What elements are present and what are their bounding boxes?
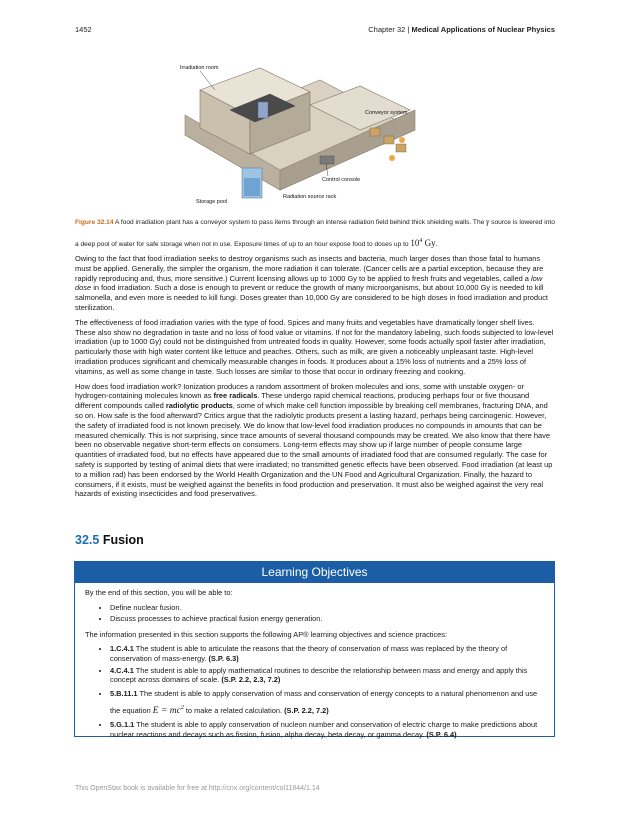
- food-irradiation-plant-illustration: [170, 50, 430, 210]
- control-console: [320, 156, 334, 164]
- ap-intro: The information presented in this section supports the following AP® learning objectives and science practices:: [85, 629, 448, 639]
- worker-2: [389, 155, 395, 161]
- ap-text: The student is able to apply conservation of mass and conservation of energy concepts to a natural phenomenon and use the equation: [110, 688, 538, 715]
- figure-number: Figure 32.14: [75, 219, 114, 226]
- ap-code: 5.B.11.1: [110, 688, 138, 698]
- paragraph-3-a: How does food irradiation work? Ionization produces a random assortment of broken molecules and ions, some with unstable oxygen- or hydrogen-containing molecules known as: [75, 381, 524, 401]
- ap-code: 1.C.4.1: [110, 644, 134, 654]
- chapter-heading: Chapter 32 | Medical Applications of Nuclear Physics: [368, 25, 555, 34]
- worker-1: [399, 137, 405, 143]
- food-irradiation-plant-figure: [170, 50, 430, 210]
- section-title-text: Fusion: [102, 533, 144, 547]
- term-free-radicals: free radicals: [213, 391, 258, 401]
- ap-text: The student is able to apply mathematical routines to describe the relationship between mass and energy and apply this concept across domains of scale.: [110, 665, 528, 685]
- eq-lhs: E: [152, 705, 159, 716]
- conveyor-box-2: [384, 136, 394, 144]
- dose-unit: Gy: [424, 238, 436, 248]
- lo-intro: By the end of this section, you will be able to:: [85, 588, 233, 597]
- list-item: [110, 687, 544, 718]
- chapter-label: Chapter 32: [368, 25, 406, 34]
- label-conveyor-system: Conveyor system: [365, 110, 408, 116]
- section-heading: [75, 533, 144, 547]
- paragraph-3: [75, 382, 555, 500]
- ap-code: 4.C.4.1: [110, 665, 134, 675]
- gamma-symbol: γ: [486, 217, 490, 226]
- dose-exponent: 4: [419, 238, 423, 244]
- lo-list: [85, 603, 544, 624]
- ap-ref: (S.P. 6.3): [208, 653, 239, 663]
- chapter-title: Medical Applications of Nuclear Physics: [411, 25, 555, 34]
- eq-op: =: [160, 705, 168, 716]
- ap-text-after: to make a related calculation.: [185, 705, 283, 715]
- body-text: [75, 254, 555, 504]
- learning-objectives-heading: Learning Objectives: [75, 562, 554, 583]
- label-control-console: Control console: [322, 177, 361, 183]
- radiation-source-rack: [258, 102, 268, 118]
- caption-text-1: A food irradiation plant has a conveyor system to pass items through an intense radiation field behind thick shielding walls. The: [114, 219, 485, 226]
- paragraph-1: [75, 254, 555, 313]
- eq-exp: 2: [180, 704, 184, 711]
- paragraph-3-b: . These undergo rapid chemical reactions, producing perhaps four or five thousand different compounds called: [75, 391, 530, 411]
- term-radiolytic-products: radiolytic products: [165, 401, 233, 411]
- ap-ref: (S.P. 6.4): [426, 729, 457, 739]
- label-storage-pool: Storage pool: [196, 199, 228, 205]
- list-item: • Discuss processes to achieve practical fusion energy generation.: [110, 614, 544, 624]
- list-item: • Define nuclear fusion.: [110, 603, 544, 613]
- page-header: [75, 25, 555, 37]
- ap-code: 5.G.1.1: [110, 719, 135, 729]
- figure-caption: [75, 212, 555, 254]
- caption-text-2: source is lowered into a deep pool of water for safe storage when not in use. Exposure times of up to an hour expose food to doses up to: [75, 219, 555, 248]
- paragraph-2: The effectiveness of food irradiation varies with the type of food. Spices and many fruits and vegetables have dramatically longer shelf lives. These also show no degradation in taste and no loss of food value or vitamins. If not for the mandatory labeling, such foods subjected to low-level irradiation (up to 1000 Gy) could not be distinguished from untreated foods in quality. However, some foods actually spoil faster after irradiation, particularly those with high water content like lettuce and peaches. Others, such as milk, are given a noticeably unpleasant taste. High-level irradiation produces significant and chemically measurable changes in foods. It produces about a 15% loss of nutrients and a 25% loss of vitamins, as well as some change in taste. Such losses are similar to those that occur in ordinary freezing and cooking.: [75, 317, 554, 376]
- dose-base: 10: [410, 238, 420, 248]
- learning-objectives-content: [75, 583, 554, 739]
- page-footer: This OpenStax book is available for free at http://cnx.org/content/col11844/1.14: [75, 785, 320, 792]
- list-item: [110, 666, 544, 685]
- page-number: 1452: [75, 25, 92, 34]
- ap-ref: (S.P. 2.2, 2.3, 7.2): [221, 675, 281, 685]
- ap-text: The student is able to articulate the reasons that the theory of conservation of mass was replaced by the theory of conservation of mass-energy.: [110, 644, 508, 663]
- section-number: 32.5: [75, 533, 100, 547]
- ap-ref: (S.P. 2.2, 7.2): [284, 705, 329, 715]
- list-item: [110, 644, 544, 663]
- dose-value: [410, 238, 435, 248]
- caption-end: .: [435, 241, 438, 248]
- storage-pool-water: [244, 178, 260, 196]
- paragraph-1-end: in food irradiation. Such a dose is enough to prevent or reduce the growth of many microorganisms, but about 10,000 Gy is needed to kill salmonella, and even more is needed to kill fungi. Doses greater than 10,000 Gy are considered to be high doses in food irradiation and product sterilization.: [75, 283, 548, 312]
- learning-objectives-box: [74, 561, 555, 737]
- list-item: [110, 720, 544, 739]
- equation-emc2: [153, 706, 184, 716]
- ap-text: The student is able to apply conservation of nucleon number and conservation of electric charge to make predictions about nuclear reactions and decays such as fission, fusion, alpha decay, beta decay, or gamma decay.: [110, 719, 538, 739]
- eq-rhs: mc: [169, 705, 181, 716]
- paragraph-1-italic: low dose: [75, 273, 543, 293]
- ap-list: [85, 644, 544, 739]
- conveyor-box-1: [370, 128, 380, 136]
- conveyor-box-3: [396, 144, 406, 152]
- label-irradiation-room: Irradiation room: [180, 65, 219, 71]
- paragraph-1-text: Owing to the fact that food irradiation seeks to destroy organisms such as insects and bacteria, much larger doses than those fatal to humans must be applied. Generally, the simpler the organism, the more radiation it can tolerate. (Cancer cells are a partial exception, because they are rapidly reproducing and, thus, more sensitive.) Current licensing allows up to 1000 Gy to be applied to fresh fruits and vegetables, called a: [75, 254, 544, 283]
- label-radiation-source-rack: Radiation source rack: [283, 194, 337, 200]
- paragraph-3-c: , some of which make cell function impossible by breaking cell membranes, fracturing DNA, and so on. How safe is the food afterward? Critics argue that the radiolytic products present a lasting hazard, perhaps being carcinogenic. However, the safety of irradiated food is not known precisely. We do know that low-level food irradiation produces no compounds in amounts that can be measured chemically. This is not surprising, since trace amounts of several thousand compounds may be created. We also know that there have been no observable negative short-term effects on consumers. Long-term effects may show up if large number of people consume large quantities of irradiated food, but no effects have appeared due to the small amounts of irradiated food that are consumed regularly. The case for safety is supported by testing of animal diets that were irradiated; no transmitted genetic effects have been observed. Food irradiation (at least up to a million rad) has been endorsed by the World Health Organization and the UN Food and Agricultural Organization. Finally, the hazard to consumers, if it exists, must be weighed against the benefits in food production and preservation. It must also be weighed against the very real hazards of existing insecticides and food preservatives.: [75, 401, 553, 499]
